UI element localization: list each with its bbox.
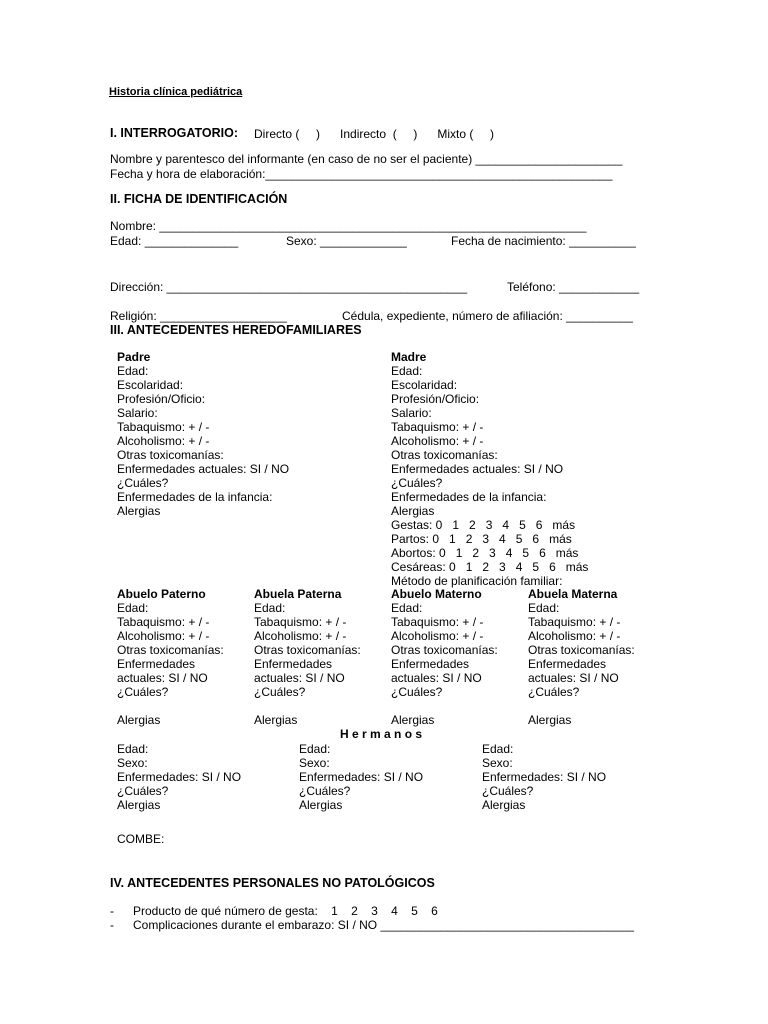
edad-field: Edad: ______________ <box>110 234 239 248</box>
field-label: Profesión/Oficio: <box>117 392 206 406</box>
field-label: Edad: <box>528 601 560 615</box>
field-label: Edad: <box>117 364 149 378</box>
field-label: Enfermedades: SI / NO <box>482 770 607 784</box>
field-label <box>117 699 224 713</box>
field-label <box>391 699 498 713</box>
telefono-field: Teléfono: ____________ <box>507 280 640 294</box>
block-header: Padre <box>117 350 151 364</box>
field-label: Alcoholismo: + / - <box>528 629 621 643</box>
field-label: Alergias <box>117 798 161 812</box>
field-label: Salario: <box>117 406 158 420</box>
field-label: Tabaquismo: + / - <box>254 615 347 629</box>
field-label <box>528 699 635 713</box>
hermano-block-3 <box>482 742 606 812</box>
field-label: Enfermedades: SI / NO <box>299 770 424 784</box>
field-label: actuales: SI / NO <box>254 671 345 685</box>
interrogatorio-options: Directo ( ) Indirecto ( ) Mixto ( ) <box>254 127 495 141</box>
field-label: Edad: <box>299 742 331 756</box>
field-label: ¿Cuáles? <box>391 476 443 490</box>
direccion-field: Dirección: _____________________________________________ <box>110 280 468 294</box>
field-label: Alcoholismo: + / - <box>391 629 484 643</box>
field-label: Edad: <box>254 601 286 615</box>
field-label: Tabaquismo: + / - <box>391 420 484 434</box>
field-label: Tabaquismo: + / - <box>528 615 621 629</box>
field-label: Edad: <box>391 601 423 615</box>
abuelo-paterno-block <box>117 587 224 727</box>
field-label: Salario: <box>391 406 432 420</box>
field-label: Tabaquismo: + / - <box>391 615 484 629</box>
field-label: ¿Cuáles? <box>254 685 306 699</box>
field-label: ¿Cuáles? <box>117 476 169 490</box>
field-label: Otras toxicomanías: <box>391 448 498 462</box>
combe-label: COMBE: <box>117 832 165 846</box>
field-label: Edad: <box>391 364 423 378</box>
field-label: Alcoholismo: + / - <box>117 434 210 448</box>
field-label: ¿Cuáles? <box>482 784 534 798</box>
field-label: Alergias <box>117 504 161 518</box>
abuela-paterna-block <box>254 587 361 727</box>
complicaciones-embarazo-item: Complicaciones durante el embarazo: SI / NO ______________________________________ <box>133 918 635 932</box>
field-label: Alergias <box>528 713 572 727</box>
field-label: actuales: SI / NO <box>528 671 619 685</box>
field-label: Enfermedades <box>254 657 333 671</box>
field-label: Tabaquismo: + / - <box>117 615 210 629</box>
hermano-block-1 <box>117 742 241 812</box>
field-label: Alergias <box>254 713 298 727</box>
block-header: Abuela Paterna <box>254 587 342 601</box>
abuelo-materno-block <box>391 587 498 727</box>
field-label: Alcoholismo: + / - <box>254 629 347 643</box>
field-label: Edad: <box>117 601 149 615</box>
field-label: Otras toxicomanías: <box>391 643 498 657</box>
field-label: actuales: SI / NO <box>391 671 482 685</box>
list-item-bullet: - <box>110 918 114 932</box>
field-label: actuales: SI / NO <box>117 671 208 685</box>
field-label: Gestas: 0 1 2 3 4 5 6 más <box>391 518 576 532</box>
field-label: ¿Cuáles? <box>299 784 351 798</box>
field-label: ¿Cuáles? <box>391 685 443 699</box>
nombre-field: Nombre: ________________________________________________________________ <box>110 219 587 233</box>
religion-field: Religión: ___________________ <box>110 309 287 323</box>
padre-block <box>117 350 289 518</box>
fecha-nacimiento-field: Fecha de nacimiento: __________ <box>451 234 636 248</box>
field-label: Enfermedades de la infancia: <box>391 490 547 504</box>
block-header: Madre <box>391 350 427 364</box>
field-label: Alergias <box>117 713 161 727</box>
field-label: Sexo: <box>117 756 148 770</box>
field-label: Alcoholismo: + / - <box>391 434 484 448</box>
field-label: Sexo: <box>482 756 513 770</box>
field-label: Abortos: 0 1 2 3 4 5 6 más <box>391 546 579 560</box>
section-interrogatorio-title: I. INTERROGATORIO: <box>110 126 239 140</box>
document-title: Historia clínica pediátrica <box>109 86 243 98</box>
field-label: Edad: <box>482 742 514 756</box>
field-label: Sexo: <box>299 756 330 770</box>
field-label: Enfermedades de la infancia: <box>117 490 273 504</box>
hermano-block-2 <box>299 742 423 812</box>
block-header: Abuelo Materno <box>391 587 482 601</box>
block-header: Abuelo Paterno <box>117 587 206 601</box>
field-label: Cesáreas: 0 1 2 3 4 5 6 más <box>391 560 589 574</box>
hermanos-title: H e r m a n o s <box>340 727 423 741</box>
field-label: Enfermedades actuales: SI / NO <box>117 462 290 476</box>
field-label: Alergias <box>482 798 526 812</box>
list-item-bullet: - <box>110 904 114 918</box>
field-label: Otras toxicomanías: <box>254 643 361 657</box>
field-label: Enfermedades <box>391 657 470 671</box>
field-label: Escolaridad: <box>391 378 458 392</box>
field-label: Escolaridad: <box>117 378 184 392</box>
field-label: ¿Cuáles? <box>117 685 169 699</box>
field-label: Otras toxicomanías: <box>117 643 224 657</box>
field-label: Enfermedades: SI / NO <box>117 770 242 784</box>
sexo-field: Sexo: _____________ <box>286 234 407 248</box>
informante-field: Nombre y parentesco del informante (en caso de no ser el paciente) ______________________ <box>110 152 623 166</box>
field-label: Alcoholismo: + / - <box>117 629 210 643</box>
section-ficha-title: II. FICHA DE IDENTIFICACIÓN <box>110 192 288 206</box>
field-label: Alergias <box>391 504 435 518</box>
abuela-materna-block <box>528 587 635 727</box>
field-label: Método de planificación familiar: <box>391 574 563 588</box>
section-heredofamiliares-title: III. ANTECEDENTES HEREDOFAMILIARES <box>110 323 362 337</box>
section-no-patologicos-title: IV. ANTECEDENTES PERSONALES NO PATOLÓGICOS <box>110 876 435 890</box>
cedula-field: Cédula, expediente, número de afiliación: __________ <box>342 309 633 323</box>
field-label: Edad: <box>117 742 149 756</box>
field-label <box>254 699 361 713</box>
madre-block <box>391 350 588 588</box>
field-label: Enfermedades <box>117 657 196 671</box>
field-label: Otras toxicomanías: <box>528 643 635 657</box>
producto-gesta-item: Producto de qué número de gesta: 1 2 3 4 5 6 <box>133 904 438 918</box>
field-label: ¿Cuáles? <box>528 685 580 699</box>
block-header: Abuela Materna <box>528 587 618 601</box>
field-label: Alergias <box>391 713 435 727</box>
field-label: Partos: 0 1 2 3 4 5 6 más <box>391 532 572 546</box>
field-label: Tabaquismo: + / - <box>117 420 210 434</box>
field-label: Enfermedades actuales: SI / NO <box>391 462 564 476</box>
field-label: Profesión/Oficio: <box>391 392 480 406</box>
field-label: Alergias <box>299 798 343 812</box>
fecha-hora-field: Fecha y hora de elaboración:____________________________________________________ <box>110 167 613 181</box>
field-label: Enfermedades <box>528 657 607 671</box>
field-label: Otras toxicomanías: <box>117 448 224 462</box>
field-label: ¿Cuáles? <box>117 784 169 798</box>
